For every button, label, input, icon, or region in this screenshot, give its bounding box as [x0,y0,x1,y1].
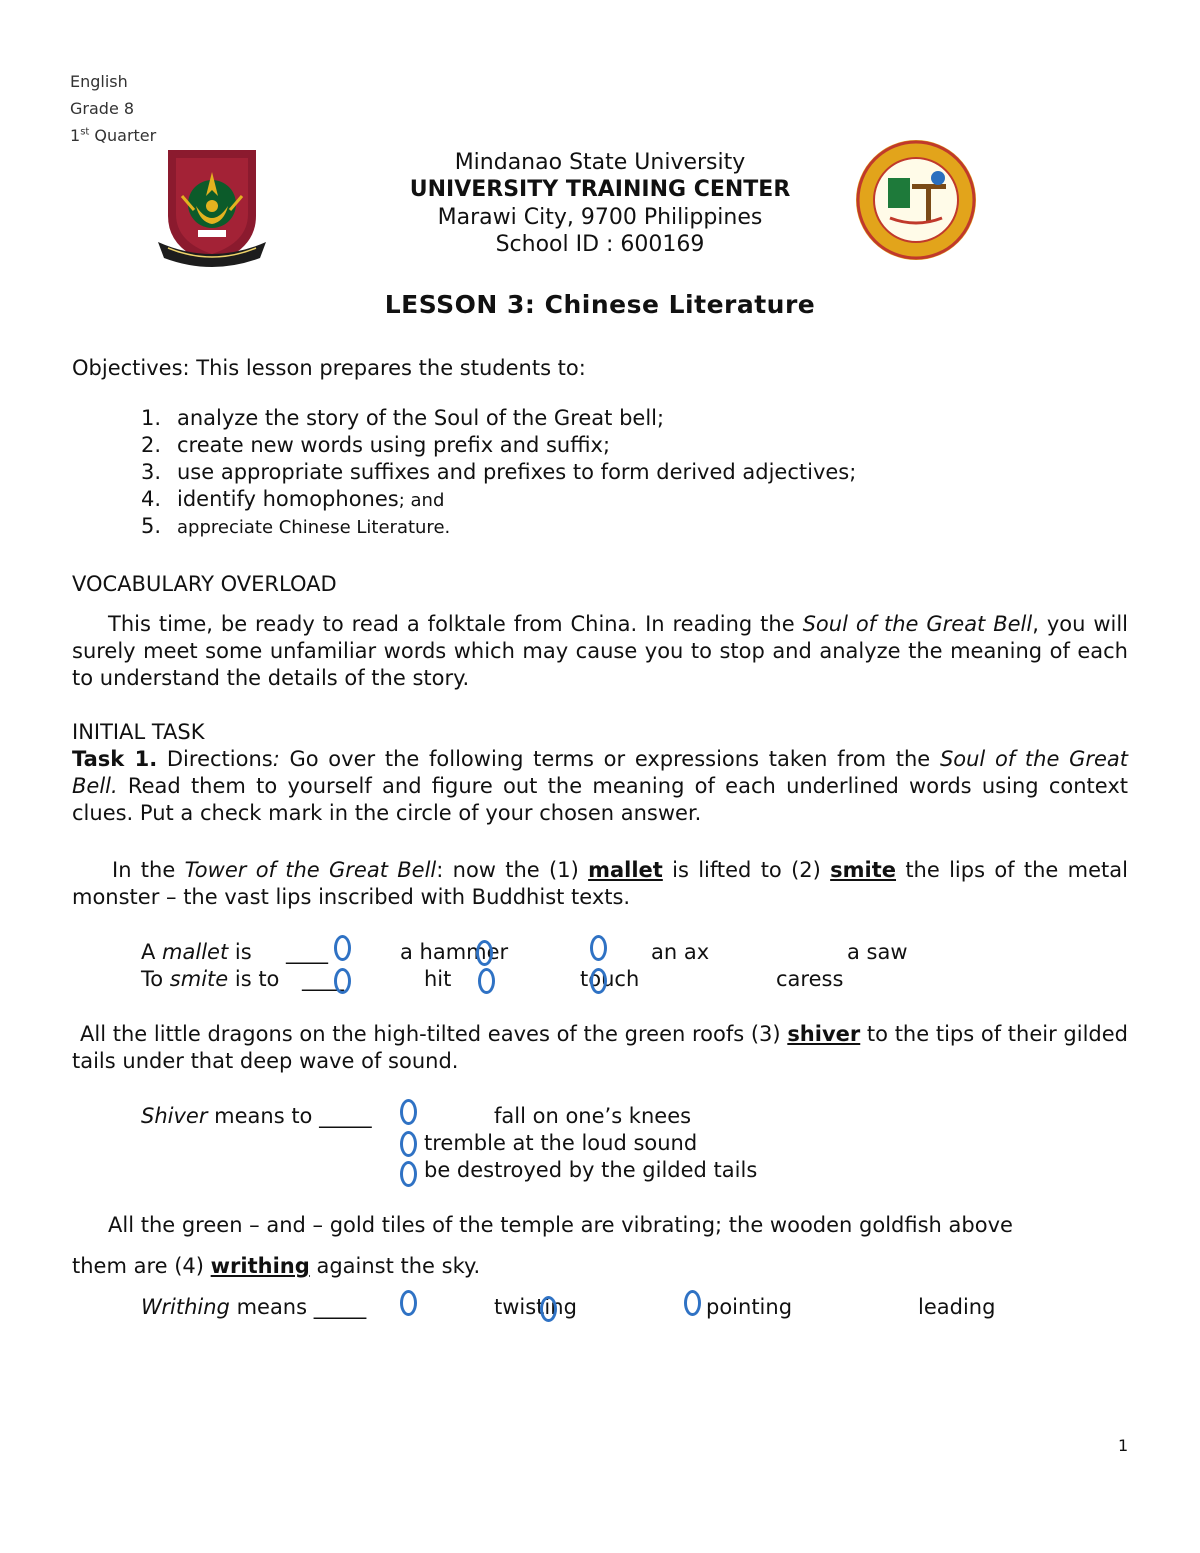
writhing-option-3: leading [918,1295,996,1319]
passage-3-line-1: All the green – and – gold tiles of the temple are vibrating; the wooden goldfish above [108,1213,1013,1237]
vocab-paragraph: This time, be ready to read a folktale from China. In reading the Soul of the Great Bell, you will surely meet some unfamiliar words which may cause you to stop and analyze the meaning of each to understand the details of the story. [72,612,1128,690]
writhing-question: Writhing means _____ [141,1295,367,1319]
objectives-list [141,405,1041,540]
initial-task-heading: INITIAL TASK [72,720,205,744]
smite-question: To smite is to [141,967,280,991]
writhing-option-1: twisting [494,1295,577,1319]
lesson-title: LESSON 3: Chinese Literature [384,290,816,319]
quarter-label: 1st Quarter [70,126,157,145]
answer-circle[interactable] [590,935,607,961]
shiver-option-1: fall on one’s knees [494,1104,692,1128]
answer-circle[interactable] [400,1161,417,1187]
page-number: 1 [1118,1436,1129,1455]
mallet-option-1: a hammer [400,940,509,964]
answer-circle[interactable] [334,968,351,994]
passage-2: All the little dragons on the high-tilted eaves of the green roofs (3) shiver to the tips of their gilded tails under that deep wave of sound. [72,1022,1128,1073]
task-directions: Task 1. Directions: Go over the following terms or expressions taken from the Soul of the Great Bell. Read them to yourself and figure out the meaning of each underlined words using context clues. Put a check mark in the circle of your chosen answer. [72,747,1129,825]
mallet-blank: ____ [286,940,328,964]
objective-item: 2. create new words using prefix and suffix; [141,433,611,457]
mallet-question: A mallet is [141,940,252,964]
passage-3-line-2: them are (4) writhing against the sky. [72,1254,481,1278]
answer-circle[interactable] [684,1290,701,1316]
passage-1: In the Tower of the Great Bell: now the (1) mallet is lifted to (2) smite the lips of the metal monster – the vast lips inscribed with Buddhist texts. [72,858,1128,909]
university-name: Mindanao State University [454,150,746,175]
writhing-option-2: pointing [706,1295,793,1319]
answer-circle[interactable] [334,935,351,961]
smite-option-1: hit [424,967,452,991]
school-id: School ID : 600169 [495,232,705,257]
smite-option-3: caress [776,967,844,991]
smite-blank: ____ [302,967,344,991]
answer-circle[interactable] [400,1290,417,1316]
mallet-option-2: an ax [651,940,710,964]
address: Marawi City, 9700 Philippines [437,205,763,230]
objective-item: 4. identify homophones; and [141,487,445,511]
answer-circle[interactable] [400,1099,417,1125]
objectives-intro: Objectives: This lesson prepares the students to: [72,356,586,380]
grade-label: Grade 8 [70,99,135,118]
objective-item: 3. use appropriate suffixes and prefixes to form derived adjectives; [141,460,857,484]
answer-circle[interactable] [478,968,495,994]
answer-circle[interactable] [400,1131,417,1157]
answer-circle[interactable] [476,940,493,966]
objective-item: 1. analyze the story of the Soul of the Great bell; [141,406,665,430]
smite-option-2: touch [580,967,640,991]
shiver-question: Shiver means to _____ [141,1104,372,1128]
subject-label: English [70,72,128,91]
center-name: UNIVERSITY TRAINING CENTER [409,177,791,202]
mallet-option-3: a saw [847,940,908,964]
vocab-heading: VOCABULARY OVERLOAD [72,572,337,596]
answer-circle[interactable] [590,968,607,994]
objective-item: 5. appreciate Chinese Literature. [141,514,451,538]
answer-circle[interactable] [540,1296,557,1322]
shiver-option-2: tremble at the loud sound [424,1131,698,1155]
shiver-option-3: be destroyed by the gilded tails [424,1158,758,1182]
